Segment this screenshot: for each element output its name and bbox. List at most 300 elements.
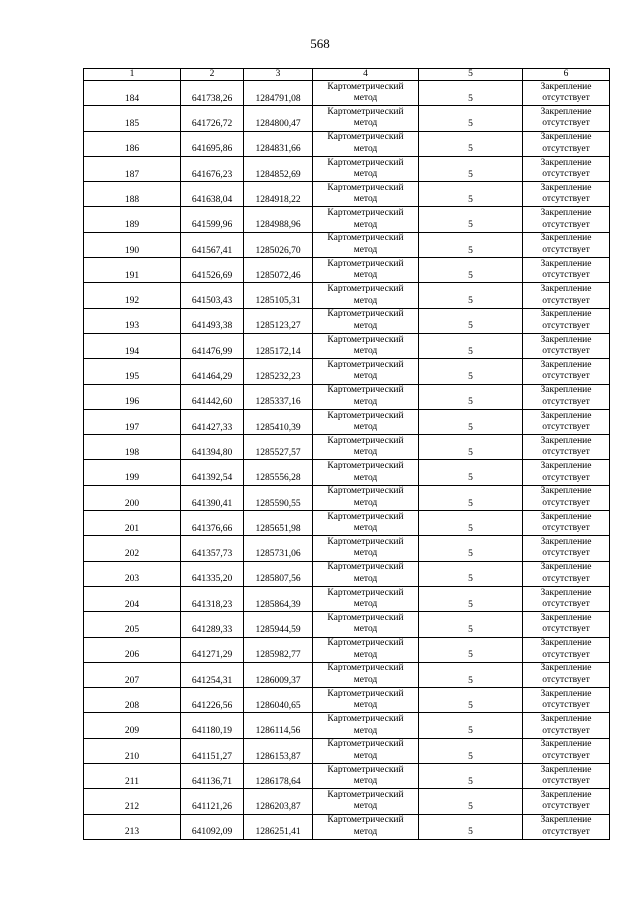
fixing-line-1: Закрепление [540, 486, 592, 497]
fixing-line-2: отсутствует [542, 194, 590, 205]
method-line-1: Картометрический [327, 435, 404, 446]
table-row [84, 586, 610, 611]
x-coordinate-cell: 641464,29 [181, 359, 244, 384]
fixing-line-2: отсутствует [542, 472, 590, 483]
method-line-1: Картометрический [327, 587, 404, 598]
fixing-cell [523, 713, 610, 738]
accuracy-cell: 5 [419, 131, 523, 156]
fixing-cell [523, 182, 610, 207]
method-line-2: метод [353, 219, 378, 230]
method-line-1: Картометрический [327, 410, 404, 421]
y-coordinate-cell: 1286009,37 [244, 662, 313, 687]
x-coordinate-cell: 641442,60 [181, 384, 244, 409]
point-number-cell: 195 [84, 359, 181, 384]
point-number-cell: 184 [84, 81, 181, 106]
fixing-line-1: Закрепление [540, 132, 592, 143]
fixing-line-1: Закрепление [540, 688, 592, 699]
method-cell [313, 106, 419, 131]
table-row [84, 232, 610, 257]
method-line-2: метод [353, 497, 378, 508]
fixing-line-1: Закрепление [540, 208, 592, 219]
method-line-2: метод [353, 194, 378, 205]
point-number-cell: 192 [84, 283, 181, 308]
accuracy-cell: 5 [419, 156, 523, 181]
fixing-line-2: отсутствует [542, 573, 590, 584]
fixing-line-2: отсутствует [542, 270, 590, 281]
fixing-line-2: отсутствует [542, 548, 590, 559]
table-row [84, 207, 610, 232]
y-coordinate-cell: 1285807,56 [244, 561, 313, 586]
point-number-cell: 189 [84, 207, 181, 232]
fixing-line-2: отсутствует [542, 143, 590, 154]
method-cell [313, 156, 419, 181]
method-cell [313, 561, 419, 586]
y-coordinate-cell: 1284918,22 [244, 182, 313, 207]
accuracy-cell: 5 [419, 359, 523, 384]
column-header-4: 4 [313, 69, 419, 81]
x-coordinate-cell: 641526,69 [181, 258, 244, 283]
x-coordinate-cell: 641335,20 [181, 561, 244, 586]
fixing-cell [523, 359, 610, 384]
point-number-cell: 209 [84, 713, 181, 738]
y-coordinate-cell: 1284988,96 [244, 207, 313, 232]
y-coordinate-cell: 1285527,57 [244, 435, 313, 460]
point-number-cell: 193 [84, 308, 181, 333]
x-coordinate-cell: 641226,56 [181, 688, 244, 713]
fixing-line-2: отсутствует [542, 93, 590, 104]
table-row [84, 258, 610, 283]
method-line-2: метод [353, 801, 378, 812]
method-cell [313, 81, 419, 106]
accuracy-cell: 5 [419, 409, 523, 434]
fixing-line-1: Закрепление [540, 81, 592, 92]
point-number-cell: 206 [84, 637, 181, 662]
fixing-line-2: отсутствует [542, 219, 590, 230]
accuracy-cell: 5 [419, 612, 523, 637]
fixing-line-1: Закрепление [540, 638, 592, 649]
table-row [84, 384, 610, 409]
fixing-cell [523, 409, 610, 434]
method-line-1: Картометрический [327, 334, 404, 345]
table-row [84, 106, 610, 131]
y-coordinate-cell: 1285982,77 [244, 637, 313, 662]
accuracy-cell: 5 [419, 460, 523, 485]
table-row [84, 511, 610, 536]
table-row [84, 308, 610, 333]
method-line-2: метод [353, 573, 378, 584]
fixing-line-2: отсутствует [542, 118, 590, 129]
method-cell [313, 789, 419, 814]
point-number-cell: 197 [84, 409, 181, 434]
x-coordinate-cell: 641121,26 [181, 789, 244, 814]
table-row [84, 738, 610, 763]
method-cell [313, 612, 419, 637]
column-header-3: 3 [244, 69, 313, 81]
fixing-line-1: Закрепление [540, 764, 592, 775]
method-line-2: метод [353, 295, 378, 306]
method-line-2: метод [353, 750, 378, 761]
x-coordinate-cell: 641476,99 [181, 333, 244, 358]
fixing-line-1: Закрепление [540, 461, 592, 472]
fixing-cell [523, 106, 610, 131]
fixing-line-1: Закрепление [540, 435, 592, 446]
method-cell [313, 536, 419, 561]
fixing-line-2: отсутствует [542, 346, 590, 357]
y-coordinate-cell: 1285072,46 [244, 258, 313, 283]
method-line-1: Картометрический [327, 106, 404, 117]
fixing-line-2: отсутствует [542, 674, 590, 685]
method-line-1: Картометрический [327, 385, 404, 396]
fixing-line-1: Закрепление [540, 511, 592, 522]
table-row [84, 764, 610, 789]
accuracy-cell: 5 [419, 662, 523, 687]
column-header-2: 2 [181, 69, 244, 81]
fixing-line-2: отсутствует [542, 624, 590, 635]
accuracy-cell: 5 [419, 814, 523, 839]
table-row [84, 81, 610, 106]
y-coordinate-cell: 1285864,39 [244, 586, 313, 611]
method-cell [313, 435, 419, 460]
method-cell [313, 511, 419, 536]
method-line-2: метод [353, 548, 378, 559]
fixing-line-1: Закрепление [540, 359, 592, 370]
table-row [84, 637, 610, 662]
fixing-cell [523, 662, 610, 687]
method-line-2: метод [353, 270, 378, 281]
fixing-cell [523, 308, 610, 333]
fixing-line-1: Закрепление [540, 258, 592, 269]
y-coordinate-cell: 1285590,55 [244, 485, 313, 510]
accuracy-cell: 5 [419, 637, 523, 662]
point-number-cell: 198 [84, 435, 181, 460]
method-cell [313, 637, 419, 662]
method-line-1: Картометрический [327, 359, 404, 370]
y-coordinate-cell: 1286114,56 [244, 713, 313, 738]
point-number-cell: 185 [84, 106, 181, 131]
x-coordinate-cell: 641151,27 [181, 738, 244, 763]
fixing-cell [523, 612, 610, 637]
table-row [84, 131, 610, 156]
fixing-line-2: отсутствует [542, 169, 590, 180]
x-coordinate-cell: 641271,29 [181, 637, 244, 662]
point-number-cell: 191 [84, 258, 181, 283]
method-cell [313, 333, 419, 358]
fixing-line-1: Закрепление [540, 562, 592, 573]
fixing-cell [523, 333, 610, 358]
point-number-cell: 194 [84, 333, 181, 358]
method-line-1: Картометрический [327, 81, 404, 92]
fixing-cell [523, 789, 610, 814]
y-coordinate-cell: 1285556,28 [244, 460, 313, 485]
accuracy-cell: 5 [419, 713, 523, 738]
x-coordinate-cell: 641180,19 [181, 713, 244, 738]
method-line-2: метод [353, 143, 378, 154]
method-line-1: Картометрический [327, 486, 404, 497]
fixing-cell [523, 435, 610, 460]
point-number-cell: 196 [84, 384, 181, 409]
method-line-1: Картометрический [327, 789, 404, 800]
accuracy-cell: 5 [419, 207, 523, 232]
x-coordinate-cell: 641136,71 [181, 764, 244, 789]
x-coordinate-cell: 641695,86 [181, 131, 244, 156]
fixing-line-1: Закрепление [540, 739, 592, 750]
table-row [84, 283, 610, 308]
fixing-line-1: Закрепление [540, 309, 592, 320]
method-line-1: Картометрический [327, 638, 404, 649]
fixing-line-1: Закрепление [540, 106, 592, 117]
point-number-cell: 213 [84, 814, 181, 839]
point-number-cell: 201 [84, 511, 181, 536]
method-line-1: Картометрический [327, 132, 404, 143]
method-line-1: Картометрический [327, 461, 404, 472]
fixing-cell [523, 460, 610, 485]
y-coordinate-cell: 1285651,98 [244, 511, 313, 536]
x-coordinate-cell: 641638,04 [181, 182, 244, 207]
y-coordinate-cell: 1284852,69 [244, 156, 313, 181]
fixing-cell [523, 485, 610, 510]
method-line-2: метод [353, 422, 378, 432]
fixing-cell [523, 586, 610, 611]
fixing-line-1: Закрепление [540, 714, 592, 725]
method-cell [313, 131, 419, 156]
accuracy-cell: 5 [419, 384, 523, 409]
accuracy-cell: 5 [419, 232, 523, 257]
accuracy-cell: 5 [419, 258, 523, 283]
table-row [84, 662, 610, 687]
method-cell [313, 662, 419, 687]
fixing-line-1: Закрепление [540, 587, 592, 598]
fixing-cell [523, 814, 610, 839]
method-cell [313, 384, 419, 409]
fixing-cell [523, 258, 610, 283]
point-number-cell: 200 [84, 485, 181, 510]
x-coordinate-cell: 641726,72 [181, 106, 244, 131]
method-cell [313, 283, 419, 308]
table-row [84, 688, 610, 713]
accuracy-cell: 5 [419, 308, 523, 333]
accuracy-cell: 5 [419, 283, 523, 308]
fixing-line-1: Закрепление [540, 284, 592, 295]
x-coordinate-cell: 641394,80 [181, 435, 244, 460]
fixing-line-2: отсутствует [542, 599, 590, 610]
method-cell [313, 688, 419, 713]
method-line-2: метод [353, 169, 378, 180]
y-coordinate-cell: 1285172,14 [244, 333, 313, 358]
table-row [84, 814, 610, 839]
y-coordinate-cell: 1285026,70 [244, 232, 313, 257]
table-row [84, 435, 610, 460]
fixing-cell [523, 511, 610, 536]
method-line-2: метод [353, 826, 378, 837]
method-line-1: Картометрический [327, 739, 404, 750]
accuracy-cell: 5 [419, 485, 523, 510]
fixing-line-1: Закрепление [540, 663, 592, 674]
x-coordinate-cell: 641493,38 [181, 308, 244, 333]
method-line-1: Картометрический [327, 157, 404, 168]
fixing-line-2: отсутствует [542, 422, 590, 432]
table-row [84, 612, 610, 637]
fixing-line-2: отсутствует [542, 396, 590, 407]
method-line-1: Картометрический [327, 511, 404, 522]
method-line-2: метод [353, 624, 378, 635]
method-line-2: метод [353, 649, 378, 660]
fixing-line-1: Закрепление [540, 182, 592, 193]
point-number-cell: 210 [84, 738, 181, 763]
fixing-line-2: отсутствует [542, 725, 590, 736]
method-cell [313, 182, 419, 207]
fixing-line-1: Закрепление [540, 815, 592, 826]
method-line-2: метод [353, 396, 378, 407]
method-line-1: Картометрический [327, 284, 404, 295]
table-row [84, 460, 610, 485]
accuracy-cell: 5 [419, 511, 523, 536]
method-cell [313, 764, 419, 789]
fixing-line-2: отсутствует [542, 649, 590, 660]
fixing-line-1: Закрепление [540, 157, 592, 168]
method-line-2: метод [353, 346, 378, 357]
accuracy-cell: 5 [419, 738, 523, 763]
method-line-1: Картометрический [327, 562, 404, 573]
point-number-cell: 211 [84, 764, 181, 789]
fixing-line-1: Закрепление [540, 536, 592, 547]
accuracy-cell: 5 [419, 106, 523, 131]
fixing-cell [523, 131, 610, 156]
fixing-cell [523, 156, 610, 181]
y-coordinate-cell: 1285232,23 [244, 359, 313, 384]
fixing-cell [523, 81, 610, 106]
method-line-2: метод [353, 244, 378, 255]
point-number-cell: 186 [84, 131, 181, 156]
accuracy-cell: 5 [419, 333, 523, 358]
point-number-cell: 204 [84, 586, 181, 611]
point-number-cell: 208 [84, 688, 181, 713]
fixing-line-2: отсутствует [542, 244, 590, 255]
method-line-1: Картометрический [327, 536, 404, 547]
method-line-2: метод [353, 674, 378, 685]
fixing-cell [523, 536, 610, 561]
x-coordinate-cell: 641676,23 [181, 156, 244, 181]
table-row [84, 333, 610, 358]
fixing-cell [523, 637, 610, 662]
method-line-1: Картометрический [327, 612, 404, 623]
fixing-line-2: отсутствует [542, 750, 590, 761]
point-number-cell: 212 [84, 789, 181, 814]
x-coordinate-cell: 641392,54 [181, 460, 244, 485]
x-coordinate-cell: 641254,31 [181, 662, 244, 687]
method-cell [313, 359, 419, 384]
accuracy-cell: 5 [419, 435, 523, 460]
point-number-cell: 188 [84, 182, 181, 207]
method-line-2: метод [353, 599, 378, 610]
y-coordinate-cell: 1285731,06 [244, 536, 313, 561]
table-row [84, 182, 610, 207]
method-line-2: метод [353, 447, 378, 458]
fixing-line-2: отсутствует [542, 801, 590, 812]
method-cell [313, 814, 419, 839]
method-cell [313, 232, 419, 257]
accuracy-cell: 5 [419, 182, 523, 207]
point-number-cell: 202 [84, 536, 181, 561]
method-line-2: метод [353, 523, 378, 534]
y-coordinate-cell: 1284800,47 [244, 106, 313, 131]
point-number-cell: 203 [84, 561, 181, 586]
point-number-cell: 205 [84, 612, 181, 637]
method-cell [313, 713, 419, 738]
fixing-line-2: отсутствует [542, 295, 590, 306]
fixing-line-2: отсутствует [542, 371, 590, 382]
x-coordinate-cell: 641427,33 [181, 409, 244, 434]
method-cell [313, 460, 419, 485]
y-coordinate-cell: 1284831,66 [244, 131, 313, 156]
fixing-line-2: отсутствует [542, 700, 590, 711]
point-number-cell: 207 [84, 662, 181, 687]
method-line-2: метод [353, 700, 378, 711]
method-line-2: метод [353, 776, 378, 787]
method-line-1: Картометрический [327, 815, 404, 826]
fixing-line-2: отсутствует [542, 826, 590, 837]
accuracy-cell: 5 [419, 688, 523, 713]
method-cell [313, 258, 419, 283]
method-line-2: метод [353, 371, 378, 382]
fixing-cell [523, 232, 610, 257]
method-cell [313, 738, 419, 763]
page-number: 568 [310, 36, 330, 51]
column-header-1: 1 [84, 69, 181, 81]
method-line-1: Картометрический [327, 258, 404, 269]
fixing-line-2: отсутствует [542, 776, 590, 787]
accuracy-cell: 5 [419, 81, 523, 106]
y-coordinate-cell: 1285337,16 [244, 384, 313, 409]
y-coordinate-cell: 1286040,65 [244, 688, 313, 713]
fixing-cell [523, 738, 610, 763]
fixing-line-1: Закрепление [540, 789, 592, 800]
y-coordinate-cell: 1286203,87 [244, 789, 313, 814]
table-row [84, 409, 610, 434]
fixing-line-2: отсутствует [542, 320, 590, 331]
accuracy-cell: 5 [419, 536, 523, 561]
column-header-5: 5 [419, 69, 523, 81]
method-cell [313, 409, 419, 434]
x-coordinate-cell: 641357,73 [181, 536, 244, 561]
x-coordinate-cell: 641503,43 [181, 283, 244, 308]
method-line-2: метод [353, 320, 378, 331]
fixing-cell [523, 207, 610, 232]
y-coordinate-cell: 1285410,39 [244, 409, 313, 434]
y-coordinate-cell: 1285105,31 [244, 283, 313, 308]
fixing-line-1: Закрепление [540, 612, 592, 623]
column-header-6: 6 [523, 69, 610, 81]
y-coordinate-cell: 1286178,64 [244, 764, 313, 789]
fixing-cell [523, 384, 610, 409]
fixing-cell [523, 764, 610, 789]
x-coordinate-cell: 641092,09 [181, 814, 244, 839]
method-line-2: метод [353, 472, 378, 483]
table-row [84, 789, 610, 814]
method-line-1: Картометрический [327, 182, 404, 193]
point-number-cell: 199 [84, 460, 181, 485]
method-cell [313, 485, 419, 510]
table-body [84, 81, 610, 840]
method-cell [313, 308, 419, 333]
method-line-1: Картометрический [327, 208, 404, 219]
y-coordinate-cell: 1286251,41 [244, 814, 313, 839]
y-coordinate-cell: 1284791,08 [244, 81, 313, 106]
method-line-1: Картометрический [327, 663, 404, 674]
accuracy-cell: 5 [419, 561, 523, 586]
accuracy-cell: 5 [419, 789, 523, 814]
accuracy-cell: 5 [419, 764, 523, 789]
method-line-1: Картометрический [327, 688, 404, 699]
